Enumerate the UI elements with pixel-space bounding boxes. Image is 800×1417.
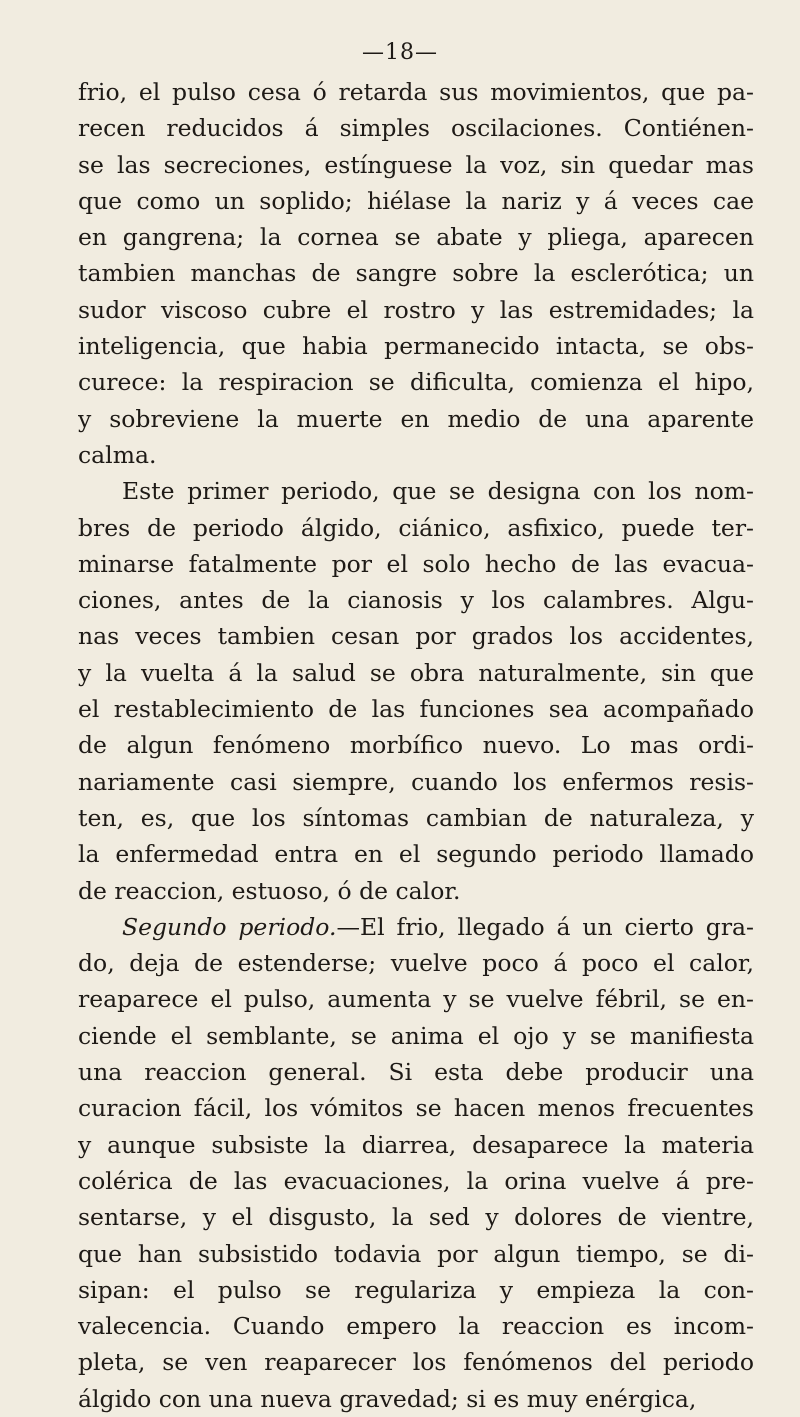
text-line: bres de periodo álgido, ciánico, asfixico, puede ter-	[78, 513, 754, 542]
text-line: álgido con una nueva gravedad; si es muy enérgica,	[78, 1384, 697, 1413]
text-line: inteligencia, que habia permanecido intacta, se obs-	[78, 332, 754, 361]
text-line: minarse fatalmente por el solo hecho de las evacua-	[78, 549, 754, 578]
text-line: ciones, antes de la cianosis y los calambres. Algu-	[78, 586, 754, 615]
text-line: la enfermedad entra en el segundo periodo llamado	[78, 840, 754, 869]
text-line: de algun fenómeno morbífico nuevo. Lo mas ordi-	[78, 731, 754, 760]
text-line: recen reducidos á simples oscilaciones. Contiénen-	[78, 114, 754, 143]
text-line: nariamente casi siempre, cuando los enfermos resis-	[78, 767, 754, 796]
text-line: calma.	[78, 440, 157, 469]
page-number: —18—	[362, 40, 438, 65]
text-line: ten, es, que los síntomas cambian de naturaleza, y	[78, 803, 754, 832]
text-line: curacion fácil, los vómitos se hacen menos frecuentes	[78, 1094, 754, 1123]
text-line: y la vuelta á la salud se obra naturalmente, sin que	[78, 658, 754, 687]
text-line: ciende el semblante, se anima el ojo y se manifiesta	[78, 1021, 754, 1050]
section-heading: Segundo periodo.	[122, 912, 337, 941]
text-line: y aunque subsiste la diarrea, desaparece la materia	[78, 1130, 754, 1159]
text-line: que como un soplido; hiélase la nariz y á veces cae	[78, 186, 754, 215]
text-line: que han subsistido todavia por algun tiempo, se di-	[78, 1239, 754, 1268]
text-line: colérica de las evacuaciones, la orina vuelve á pre-	[78, 1166, 754, 1195]
text-line: valecencia. Cuando empero la reaccion es incom-	[78, 1312, 754, 1341]
text-line: una reaccion general. Si esta debe producir una	[78, 1058, 754, 1087]
text-line: Segundo periodo.—El frio, llegado á un cierto gra-	[122, 912, 754, 941]
text-line: nas veces tambien cesan por grados los accidentes,	[78, 622, 754, 651]
text-line: pleta, se ven reaparecer los fenómenos del periodo	[78, 1348, 754, 1377]
text-line: se las secreciones, estínguese la voz, sin quedar mas	[78, 150, 754, 179]
text-line: de reaccion, estuoso, ó de calor.	[78, 876, 461, 905]
text-line: do, deja de estenderse; vuelve poco á poco el calor,	[78, 949, 754, 978]
text-line: en gangrena; la cornea se abate y pliega, aparecen	[78, 223, 754, 252]
text-line: curece: la respiracion se dificulta, comienza el hipo,	[78, 368, 754, 397]
text-line: y sobreviene la muerte en medio de una aparente	[78, 404, 754, 433]
text-line: Este primer periodo, que se designa con los nom-	[122, 477, 754, 506]
text-line: tambien manchas de sangre sobre la esclerótica; un	[78, 259, 754, 288]
text-line: sudor viscoso cubre el rostro y las estremidades; la	[78, 295, 754, 324]
text-line: sentarse, y el disgusto, la sed y dolores de vientre,	[78, 1203, 754, 1232]
text-line: sipan: el pulso se regulariza y empieza la con-	[78, 1275, 754, 1304]
text-line: el restablecimiento de las funciones sea acompañado	[78, 695, 754, 724]
text-line: reaparece el pulso, aumenta y se vuelve fébril, se en-	[78, 985, 754, 1014]
body-text	[78, 74, 754, 1417]
text-line: frio, el pulso cesa ó retarda sus movimientos, que pa-	[78, 78, 754, 106]
